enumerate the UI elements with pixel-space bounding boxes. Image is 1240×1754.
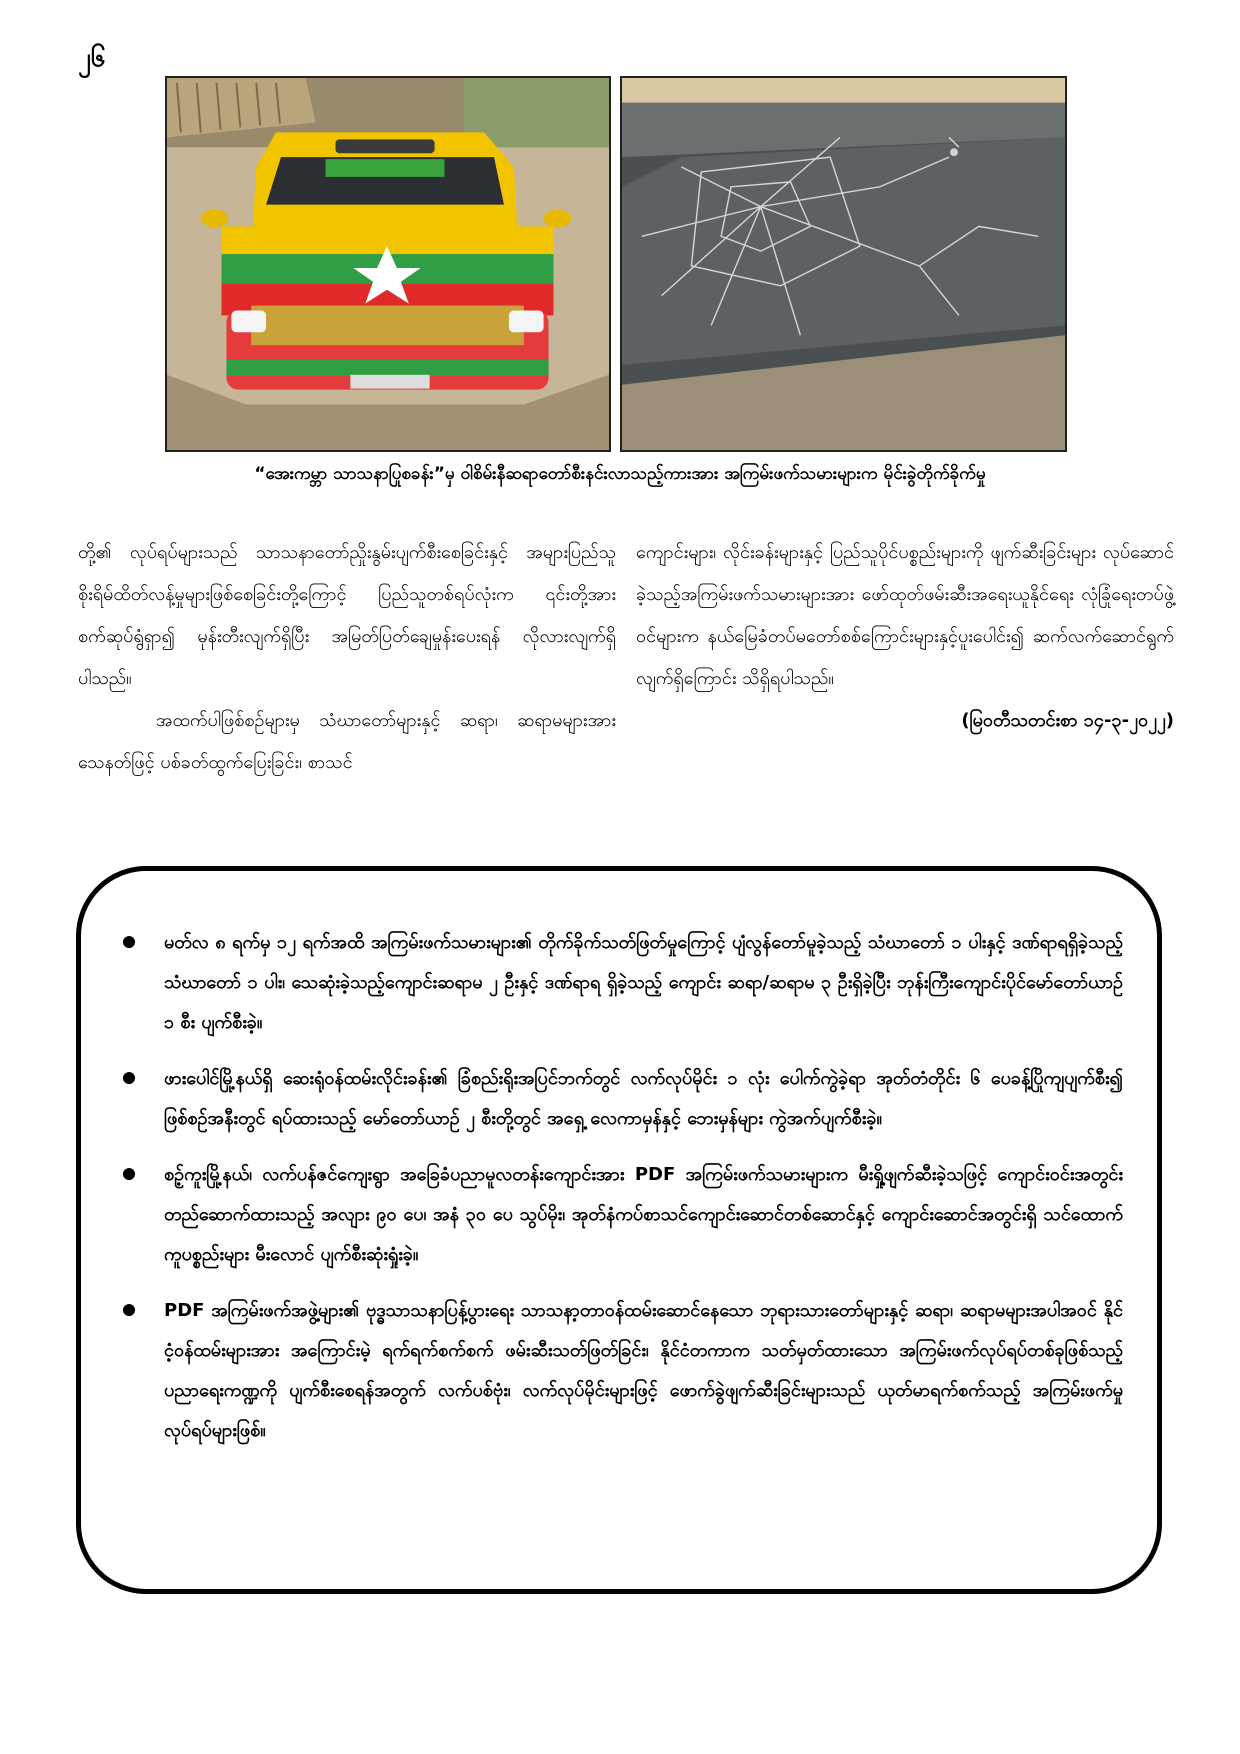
taxi-car-photo: [165, 76, 611, 452]
page-number: ၂၆: [78, 43, 106, 73]
summary-item-text: စဉ့်ကူးမြို့နယ်၊ လက်ပန်ဇင်ကျေးရွာ အခြေခံပညာမူလတန်းကျောင်းအား PDF အကြမ်းဖက်သမားများက မီးရှို့ဖျက်ဆီးခဲ့သဖြင့် ကျောင်းဝင်းအတွင်းတည်ဆောက်ထားသည့် အလျား ၉၀ ပေ၊ အနံ ၃၀ ပေ သွပ်မိုး၊ အုတ်နံကပ်စာသင်ကျောင်းဆောင်တစ်ဆောင်နှင့် ကျောင်းဆောင်အတွင်းရှိ သင်ထောက်ကူပစ္စည်းများ မီးလောင် ပျက်စီးဆုံးရှုံးခဲ့။: [164, 1164, 1123, 1265]
bullet-icon: [123, 1072, 135, 1084]
summary-item: [123, 923, 1123, 1043]
article-right-column: [636, 532, 1174, 742]
summary-list: [123, 923, 1123, 1467]
summary-box: [76, 866, 1162, 1594]
bullet-icon: [123, 1304, 135, 1316]
summary-item: [123, 1155, 1123, 1275]
summary-item: [123, 1291, 1123, 1451]
photo-caption: “အေးကမ္ဘာ သာသနာပြုစခန်း”မှ ဝါစိမ်းနီဆရာတော်စီးနင်းလာသည့်ကားအား အကြမ်းဖက်သမားများက မိုင်းခွဲတိုက်ခိုက်မှု: [254, 464, 986, 484]
summary-item: [123, 1059, 1123, 1139]
summary-item-text: မတ်လ ၈ ရက်မှ ၁၂ ရက်အထိ အကြမ်းဖက်သမားများ၏ တိုက်ခိုက်သတ်ဖြတ်မှုကြောင့် ပျံလွန်တော်မူခဲ့သည့် သံဃာတော် ၁ ပါးနှင့် ဒဏ်ရာရရှိခဲ့သည့် သံဃာတော် ၁ ပါး၊ သေဆုံးခဲ့သည့်ကျောင်းဆရာမ ၂ ဦးနှင့် ဒဏ်ရာရ ရှိခဲ့သည့် ကျောင်း ဆရာ/ဆရာမ ၃ ဦးရှိခဲ့ပြီး ဘုန်းကြီးကျောင်းပိုင်မော်တော်ယာဉ် ၁ စီး ပျက်စီးခဲ့။: [164, 932, 1123, 1033]
article-paragraph: တို့၏ လုပ်ရပ်များသည် သာသနာတော်ညှိုးနွမ်းပျက်စီးစေခြင်းနှင့် အများပြည်သူ စိုးရိမ်ထိတ်လန့်မှုများဖြစ်စေခြင်းတို့ကြောင့် ပြည်သူတစ်ရပ်လုံးက ၎င်းတို့အားစက်ဆုပ်ရွံရှာ၍ မုန်းတီးလျက်ရှိပြီး အမြတ်ပြတ်ချေမှုန်းပေးရန် လိုလားလျက်ရှိပါသည်။: [78, 542, 616, 689]
article-paragraph: အထက်ပါဖြစ်စဉ်များမှ သံဃာတော်များနှင့် ဆရာ၊ ဆရာမများအား သေနတ်ဖြင့် ပစ်ခတ်ထွက်ပြေးခြင်း၊ စာသင်: [78, 710, 616, 773]
article-paragraph: ကျောင်းများ၊ လိုင်းခန်းများနှင့် ပြည်သူပိုင်ပစ္စည်းများကို ဖျက်ဆီးခြင်းများ လုပ်ဆောင်ခဲ့သည့်အကြမ်းဖက်သမားများအား ဖော်ထုတ်ဖမ်းဆီးအရေးယူနိုင်ရေး လုံခြုံရေးတပ်ဖွဲ့ဝင်များက နယ်မြေခံတပ်မတော်စစ်ကြောင်းများနှင့်ပူးပေါင်း၍ ဆက်လက်ဆောင်ရွက်လျက်ရှိကြောင်း သိရှိရပါသည်။: [636, 542, 1174, 689]
bullet-icon: [123, 1168, 135, 1180]
article-left-column: [78, 532, 616, 784]
news-source: (မြဝတီသတင်းစာ ၁၄-၃-၂၀၂၂): [961, 710, 1174, 731]
bullet-icon: [123, 936, 135, 948]
summary-item-text: ဖားပေါင်မြို့နယ်ရှိ ဆေးရုံဝန်ထမ်းလိုင်းခန်း၏ ခြံစည်းရိုးအပြင်ဘက်တွင် လက်လုပ်မိုင်း ၁ လုံး ပေါက်ကွဲခဲ့ရာ အုတ်တံတိုင်း ၆ ပေခန့်ပြိုကျပျက်စီး၍ ဖြစ်စဉ်အနီးတွင် ရပ်ထားသည့် မော်တော်ယာဉ် ၂ စီးတို့တွင် အရှေ့ လေကာမှန်နှင့် ဘေးမှန်များ ကွဲအက်ပျက်စီးခဲ့။: [164, 1068, 1123, 1129]
summary-item-text: PDF အကြမ်းဖက်အဖွဲ့များ၏ ဗုဒ္ဓသာသနာပြန့်ပွားရေး သာသနာ့တာဝန်ထမ်းဆောင်နေသော ဘုရားသားတော်များနှင့် ဆရာ၊ ဆရာမများအပါအဝင် နိုင်ငံ့ဝန်ထမ်းများအား အကြောင်းမဲ့ ရက်ရက်စက်စက် ဖမ်းဆီးသတ်ဖြတ်ခြင်း၊ နိုင်ငံတကာက သတ်မှတ်ထားသော အကြမ်းဖက်လုပ်ရပ်တစ်ခုဖြစ်သည့် ပညာရေးကဏ္ဍကို ပျက်စီးစေရန်အတွက် လက်ပစ်ဗုံး၊ လက်လုပ်မိုင်းများဖြင့် ဖောက်ခွဲဖျက်ဆီးခြင်းများသည် ယုတ်မာရက်စက်သည့် အကြမ်းဖက်မှုလုပ်ရပ်များဖြစ်။: [164, 1300, 1123, 1441]
shattered-windshield-photo: [620, 76, 1067, 452]
